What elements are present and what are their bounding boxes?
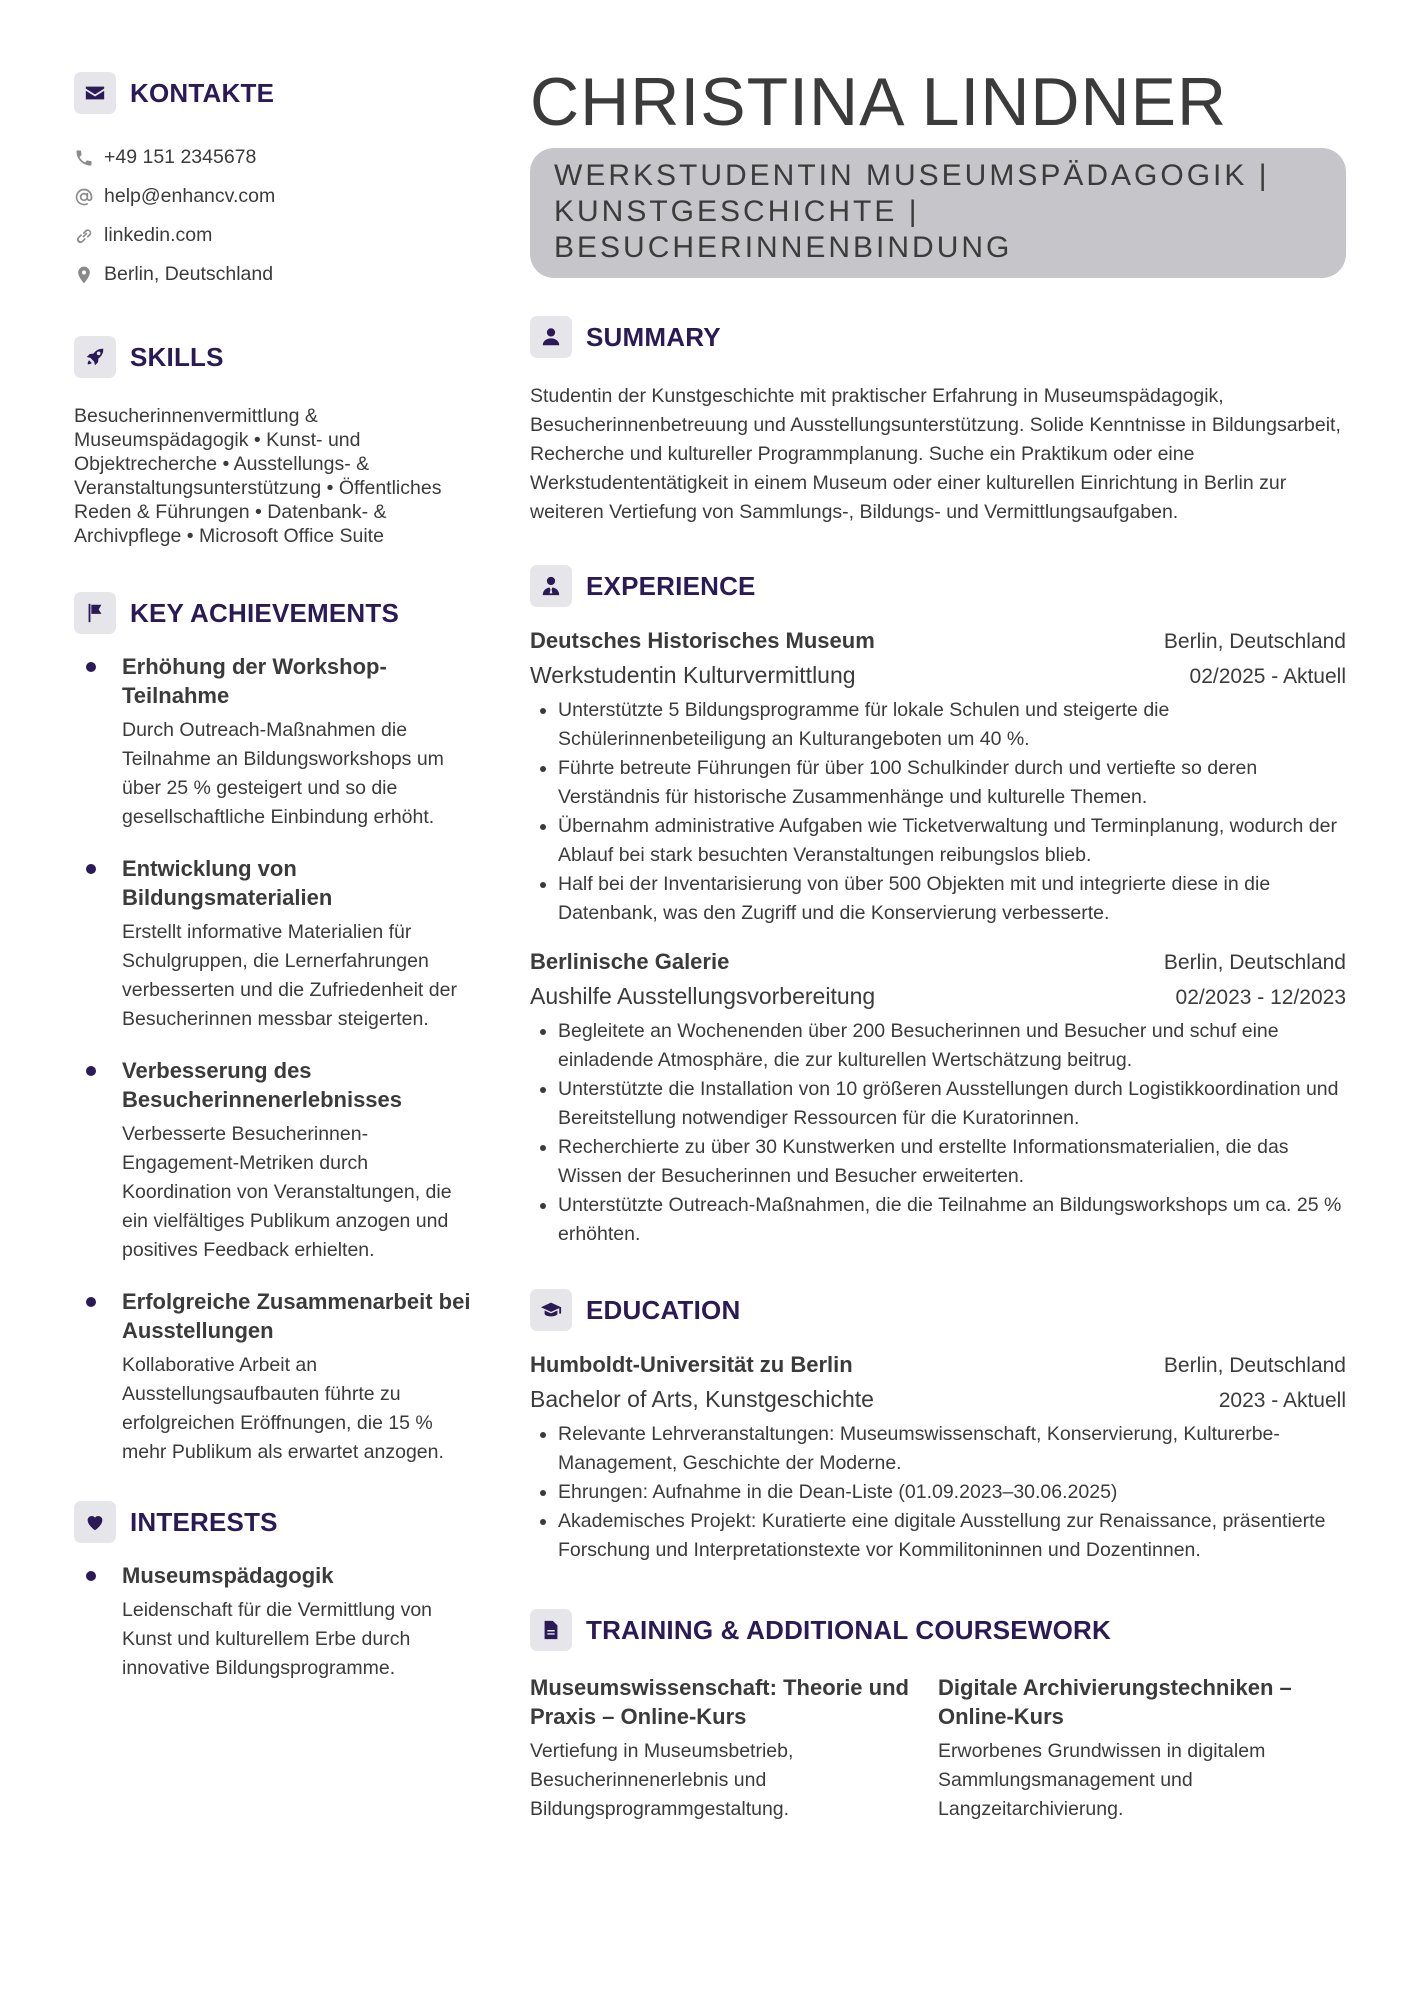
interest-text: Leidenschaft für die Vermittlung von Kunst und kulturellem Erbe durch innovative Bildungsprogramme. [122, 1599, 433, 1679]
job-dates: 02/2025 - Aktuell [1189, 665, 1346, 688]
contacts-section [74, 72, 474, 294]
skills-section [74, 336, 474, 548]
section-title: INTERESTS [130, 1506, 278, 1537]
school-name: Humboldt-Universität zu Berlin [530, 1352, 853, 1377]
entry-header-row [530, 1349, 1346, 1382]
education-bullets [530, 1420, 1346, 1565]
summary-text: Studentin der Kunstgeschichte mit praktischer Erfahrung in Museumspädagogik, Besucherinnenbetreuung und Ausstellungsunterstützung. Solide Kenntnisse in Bildungsarbeit, Recherche und kultureller Programmplanung. Suche ein Praktikum oder eine Werkstudententätigkeit in einem Museum oder einer kulturellen Einrichtung in Berlin zur weiteren Vertiefung von Sammlungs-, Bildungs- und Vermittlungsaufgaben. [530, 385, 1341, 523]
achievement-title: Erfolgreiche Zusammenarbeit bei Ausstellungen [122, 1289, 471, 1343]
school-location: Berlin, Deutschland [1163, 1354, 1346, 1377]
list-item: Recherchierte zu über 30 Kunstwerken und erstellte Informationsmaterialien, die das Wissen der Besucherinnen und Besucher erweiterten. [530, 1133, 1346, 1191]
summary-section [530, 316, 1346, 527]
contact-text: help@enhancv.com [104, 185, 276, 207]
candidate-name: CHRISTINA LINDNER [530, 64, 1228, 140]
candidate-role: WERKSTUDENTIN MUSEUMSPÄDAGOGIK | KUNSTGESCHICHTE | BESUCHERINNENBINDUNG [554, 159, 1270, 264]
envelope-icon [74, 72, 116, 114]
entry-header-row [530, 946, 1346, 979]
list-item: Relevante Lehrveranstaltungen: Museumswissenschaft, Konservierung, Kulturerbe-Management, Geschichte der Moderne. [530, 1420, 1346, 1478]
interest-list [74, 1561, 474, 1683]
education-dates: 2023 - Aktuell [1218, 1389, 1346, 1412]
section-title: KONTAKTE [130, 77, 275, 108]
training-title: Digitale Archivierungstechniken – Online-Kurs [938, 1675, 1292, 1729]
section-title: SKILLS [130, 341, 224, 372]
list-item [530, 1673, 938, 1824]
bullet-dot [86, 1066, 96, 1076]
contact-email [74, 177, 474, 216]
training-list [530, 1673, 1346, 1824]
list-item: Ehrungen: Aufnahme in die Dean-Liste (01.09.2023–30.06.2025) [530, 1478, 1346, 1507]
list-item [74, 1056, 474, 1265]
section-title: TRAINING & ADDITIONAL COURSEWORK [586, 1614, 1111, 1645]
employer-name: Berlinische Galerie [530, 949, 730, 974]
contact-text: Berlin, Deutschland [104, 263, 274, 285]
link-icon [74, 226, 94, 246]
education-header [530, 1289, 1346, 1331]
list-item [74, 1287, 474, 1467]
job-position: Werkstudentin Kulturvermittlung [530, 662, 856, 688]
list-item: Übernahm administrative Aufgaben wie Ticketverwaltung und Terminplanung, wodurch der Ablauf bei stark besuchten Veranstaltungen reibungslos blieb. [530, 812, 1346, 870]
interests-section [74, 1501, 474, 1683]
contact-phone [74, 138, 474, 177]
bullet-dot [86, 1571, 96, 1581]
education-entry [530, 1349, 1346, 1565]
bullet-dot [86, 662, 96, 672]
achievement-text: Verbesserte Besucherinnen-Engagement-Metriken durch Koordination von Veranstaltungen, die ein vielfältiges Publikum anzogen und positives Feedback erhielten. [122, 1123, 452, 1261]
entry-subheader-row [530, 979, 1346, 1015]
left-column [74, 72, 474, 1705]
training-title: Museumswissenschaft: Theorie und Praxis – Online-Kurs [530, 1675, 909, 1729]
section-title: EXPERIENCE [586, 570, 756, 601]
experience-entry [530, 625, 1346, 928]
list-item: Unterstützte 5 Bildungsprogramme für lokale Schulen und steigerte die Schülerinnenbeteiligung an Kulturangeboten um 40 %. [530, 696, 1346, 754]
contacts-header [74, 72, 474, 114]
section-title: KEY ACHIEVEMENTS [130, 597, 400, 628]
user-tie-icon [530, 565, 572, 607]
achievement-title: Verbesserung des Besucherinnenerlebnisses [122, 1058, 403, 1112]
job-location: Berlin, Deutschland [1163, 630, 1346, 653]
contact-linkedin [74, 216, 474, 255]
achievement-title: Erhöhung der Workshop-Teilnahme [122, 654, 387, 708]
list-item: Führte betreute Führungen für über 100 Schulkinder durch und vertiefte so deren Verständnis für historische Zusammenhänge und kulturelle Themen. [530, 754, 1346, 812]
section-title: SUMMARY [586, 321, 721, 352]
section-title: EDUCATION [586, 1294, 741, 1325]
list-item [74, 652, 474, 832]
role-banner [530, 148, 1346, 278]
summary-header [530, 316, 1346, 358]
education-section [530, 1289, 1346, 1565]
job-dates: 02/2023 - 12/2023 [1175, 986, 1346, 1009]
list-item: Unterstützte die Installation von 10 größeren Ausstellungen durch Logistikkoordination und Bereitstellung notwendiger Ressourcen für die Kuratorinnen. [530, 1075, 1346, 1133]
contact-list [74, 138, 474, 294]
entry-subheader-row [530, 658, 1346, 694]
list-item: Begleitete an Wochenenden über 200 Besucherinnen und Besucher und schuf eine einladende Atmosphäre, die zur kulturellen Wertschätzung beitrug. [530, 1017, 1346, 1075]
training-text: Erworbenes Grundwissen in digitalem Sammlungsmanagement und Langzeitarchivierung. [938, 1740, 1266, 1820]
location-icon [74, 265, 94, 285]
list-item: Unterstützte Outreach-Maßnahmen, die die Teilnahme an Bildungsworkshops um ca. 25 % erhöhten. [530, 1191, 1346, 1249]
entry-header-row [530, 625, 1346, 658]
flag-icon [74, 592, 116, 634]
entry-subheader-row [530, 1382, 1346, 1418]
achievement-text: Kollaborative Arbeit an Ausstellungsaufbauten führte zu erfolgreichen Eröffnungen, die 15 % mehr Publikum als erwartet anzogen. [122, 1354, 444, 1463]
graduation-cap-icon [530, 1289, 572, 1331]
achievement-text: Durch Outreach-Maßnahmen die Teilnahme an Bildungsworkshops um über 25 % gesteigert und so die gesellschaftliche Einbindung erhöht. [122, 719, 444, 828]
user-icon [530, 316, 572, 358]
rocket-icon [74, 336, 116, 378]
at-icon [74, 187, 94, 207]
phone-icon [74, 148, 94, 168]
training-text: Vertiefung in Museumsbetrieb, Besucherinnenerlebnis und Bildungsprogrammgestaltung. [530, 1740, 794, 1820]
experience-entry [530, 946, 1346, 1249]
right-column [530, 62, 1346, 1824]
achievements-section [74, 592, 474, 1467]
heart-icon [74, 1501, 116, 1543]
interests-header [74, 1501, 474, 1543]
job-position: Aushilfe Ausstellungsvorbereitung [530, 983, 876, 1009]
job-bullets [530, 696, 1346, 928]
skills-header [74, 336, 474, 378]
list-item: Half bei der Inventarisierung von über 500 Objekten mit und integrierte diese in die Datenbank, was den Zugriff und die Konservierung verbesserte. [530, 870, 1346, 928]
bullet-dot [86, 1297, 96, 1307]
bullet-dot [86, 864, 96, 874]
employer-name: Deutsches Historisches Museum [530, 628, 875, 653]
contact-text: +49 151 2345678 [104, 146, 257, 168]
list-item [74, 1561, 474, 1683]
skills-text: Besucherinnenvermittlung & Museumspädagogik • Kunst- und Objektrecherche • Ausstellungs- & Veranstaltungsunterstützung • Öffentliches Reden & Führungen • Datenbank- & Archivpflege • Microsoft Office Suite [74, 405, 442, 547]
contact-location [74, 255, 474, 294]
interest-title: Museumspädagogik [122, 1563, 334, 1588]
document-icon [530, 1609, 572, 1651]
contact-text: linkedin.com [104, 224, 213, 246]
list-item: Akademisches Projekt: Kuratierte eine digitale Ausstellung zur Renaissance, präsentierte Forschung und Interpretationstexte vor Kommilitoninnen und Dozentinnen. [530, 1507, 1346, 1565]
training-section [530, 1609, 1346, 1824]
job-bullets [530, 1017, 1346, 1249]
achievement-title: Entwicklung von Bildungsmaterialien [122, 856, 333, 910]
achievement-text: Erstellt informative Materialien für Schulgruppen, die Lernerfahrungen verbesserten und die Zufriedenheit der Besucherinnen messbar steigerten. [122, 921, 457, 1030]
list-item [938, 1673, 1346, 1824]
experience-header [530, 565, 1346, 607]
list-item [74, 854, 474, 1034]
training-header [530, 1609, 1346, 1651]
experience-section [530, 565, 1346, 1249]
degree: Bachelor of Arts, Kunstgeschichte [530, 1386, 874, 1412]
achievements-header [74, 592, 474, 634]
job-location: Berlin, Deutschland [1163, 951, 1346, 974]
achievement-list [74, 652, 474, 1467]
